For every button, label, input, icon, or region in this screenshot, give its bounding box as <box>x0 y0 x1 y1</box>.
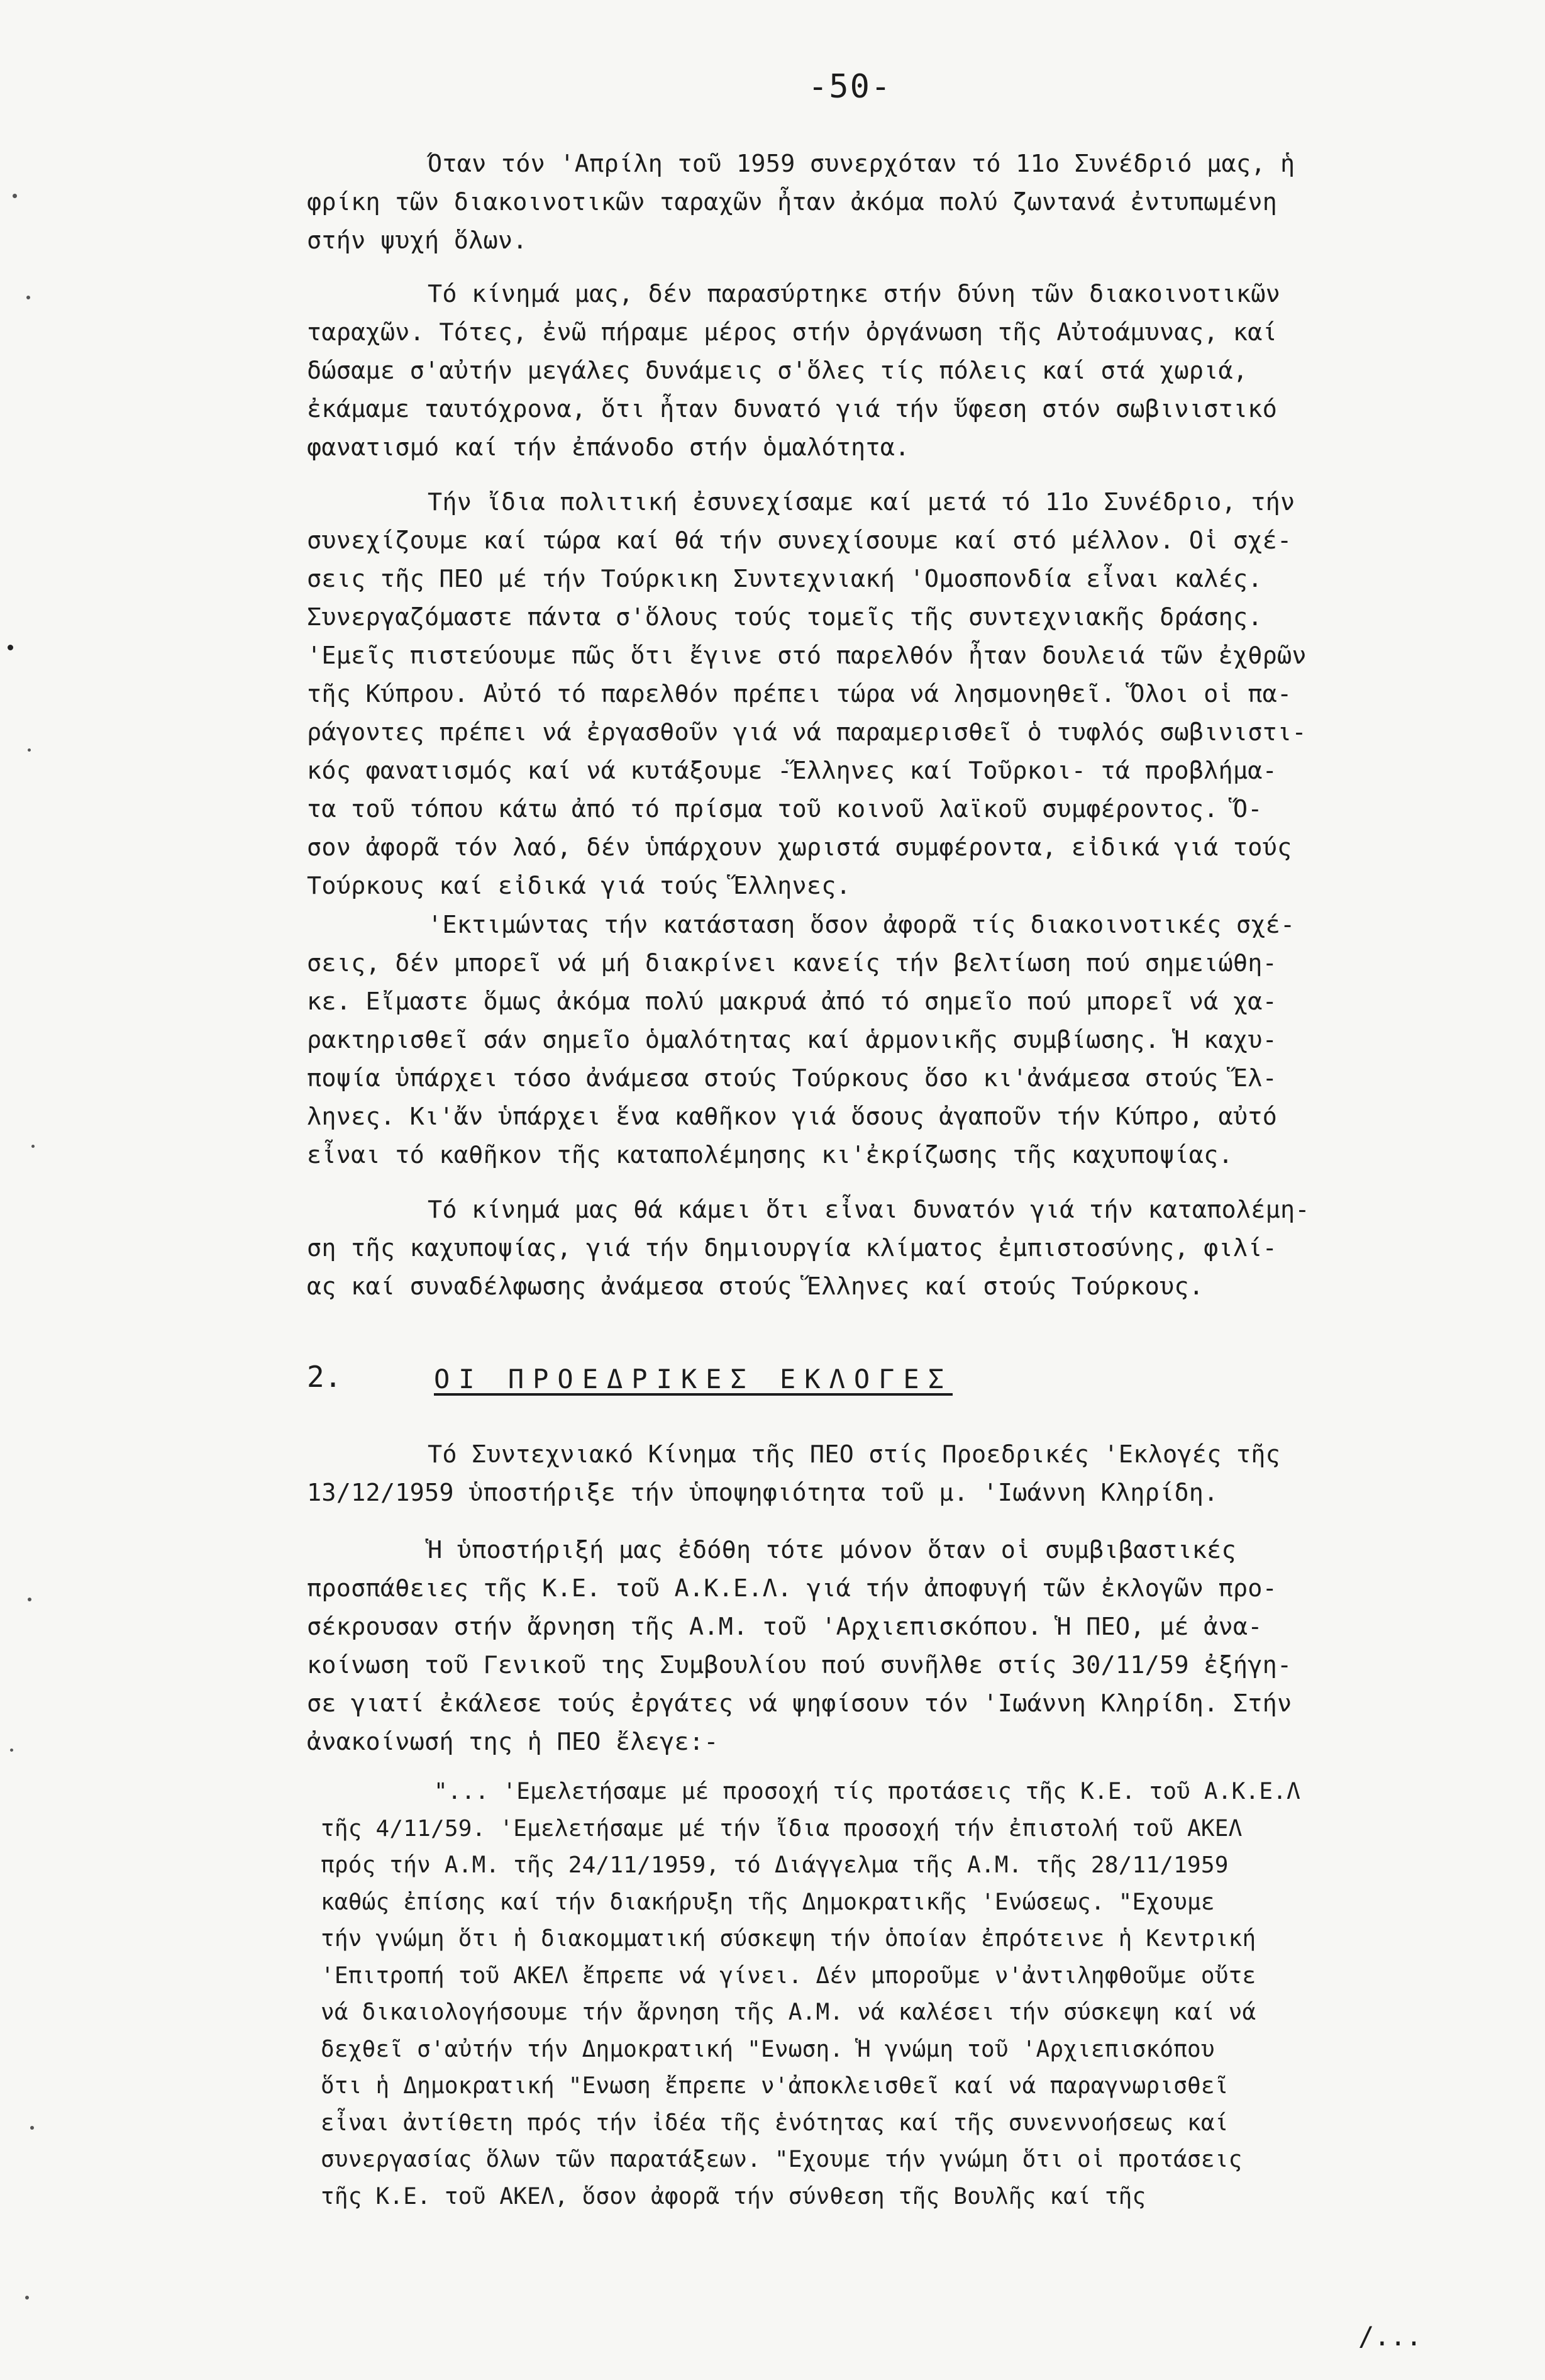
section-title: ΟΙ ΠΡΟΕΔΡΙΚΕΣ ΕΚΛΟΓΕΣ <box>434 1364 953 1394</box>
paragraph: Τό Συντεχνιακό Κίνημα τῆς ΠΕΟ στίς Προεδρικές 'Εκλογές τῆς 13/12/1959 ὑποστήριξε τήν ὑποψηφιότητα τοῦ μ. 'Ιωάννη Κληρίδη. <box>307 1440 1280 1507</box>
paragraph: Ἡ ὑποστήριξή μας ἐδόθη τότε μόνον ὅταν οἱ συμβιβαστικές προσπάθειες τῆς Κ.Ε. τοῦ Α.Κ.Ε.Λ. γιά τήν ἀποφυγή τῶν ἐκλογῶν προ- σέκρουσαν στήν ἄρνηση τῆς Α.Μ. τοῦ 'Αρχιεπισκόπου. Ἡ ΠΕΟ, μέ ἀνα- κοίνωση τοῦ Γενικοῦ της Συμβουλίου πού συνῆλθε στίς 30/11/59 ἐξήγη- σε γιατί ἐκάλεσε τούς ἐργάτες νά ψηφίσουν τόν 'Ιωάννη Κληρίδη. Στήν ἀνακοίνωσή της ἡ ΠΕΟ ἔλεγε:- <box>307 1536 1292 1756</box>
scan-speck <box>30 2126 34 2130</box>
paragraph: Όταν τόν 'Απρίλη τοῦ 1959 συνερχόταν τό 11ο Συνέδριό μας, ἡ φρίκη τῶν διακοινοτικῶν ταραχῶν ἦταν ἀκόμα πολύ ζωντανά ἐντυπωμένη στήν ψυχή ὅλων. <box>307 150 1295 255</box>
section-number: 2. <box>307 1360 342 1394</box>
page-number: -50- <box>808 68 892 106</box>
continuation-mark: /... <box>1358 2321 1422 2352</box>
scan-speck <box>13 194 17 198</box>
scan-speck <box>31 1145 35 1148</box>
scan-speck <box>25 2296 29 2299</box>
scan-speck <box>8 645 13 650</box>
scan-speck <box>26 296 30 299</box>
scan-speck <box>28 748 31 752</box>
scan-speck <box>28 1598 31 1601</box>
quote-text: "... 'Εμελετήσαμε μέ προσοχή τίς προτάσεις τῆς Κ.Ε. τοῦ Α.Κ.Ε.Λ τῆς 4/11/59. 'Εμελετήσαμε μέ τήν ἴδια προσοχή τήν ἐπιστολή τοῦ ΑΚΕΛ πρός τήν Α.Μ. τῆς 24/11/1959, τό Διάγγελμα τῆς Α.Μ. τῆς 28/11/1959 καθώς ἐπίσης καί τήν διακήρυξη τῆς Δημοκρατικῆς 'Ενώσεως. "Εχουμε τήν γνώμη ὅτι ἡ διακομματική σύσκεψη τήν ὁποίαν ἐπρότεινε ἡ Κεντρική 'Επιτροπή τοῦ ΑΚΕΛ ἔπρεπε νά γίνει. Δέν μποροῦμε ν'ἀντιληφθοῦμε οὔτε νά δικαιολογήσουμε τήν ἄρνηση τῆς Α.Μ. νά καλέσει τήν σύσκεψη καί νά δεχθεῖ σ'αὐτήν τήν Δημοκρατική "Ενωση. Ἡ γνώμη τοῦ 'Αρχιεπισκόπου ὅτι ἡ Δημοκρατική "Ενωση ἔπρεπε ν'ἀποκλεισθεῖ καί νά παραγνωρισθεῖ εἶναι ἀντίθετη πρός τήν ἰδέα τῆς ἑνότητας καί τῆς συνεννοήσεως καί συνεργασίας ὅλων τῶν παρατάξεων. "Εχουμε τήν γνώμη ὅτι οἱ προτάσεις τῆς Κ.Ε. τοῦ ΑΚΕΛ, ὅσον ἀφορᾶ τήν σύνθεση τῆς Βουλῆς καί τῆς <box>321 1779 1301 2210</box>
paragraph: 'Εκτιμώντας τήν κατάσταση ὅσον ἀφορᾶ τίς διακοινοτικές σχέ- σεις, δέν μπορεῖ νά μή διακρίνει κανείς τήν βελτίωση πού σημειώθη- κε. Εἴμαστε ὅμως ἀκόμα πολύ μακρυά ἀπό τό σημεῖο πού μπορεῖ νά χα- ρακτηρισθεῖ σάν σημεῖο ὁμαλότητας καί ἁρμονικῆς συμβίωσης. Ἡ καχυ- ποψία ὑπάρχει τόσο ἀνάμεσα στούς Τούρκους ὅσο κι'ἀνάμεσα στούς Ἕλ- ληνες. Κι'ἄν ὑπάρχει ἕνα καθῆκον γιά ὅσους ἀγαποῦν τήν Κύπρο, αὐτό εἶναι τό καθῆκον τῆς καταπολέμησης κι'ἐκρίζωσης τῆς καχυποψίας. <box>307 911 1295 1169</box>
paragraph: Τήν ἴδια πολιτική ἐσυνεχίσαμε καί μετά τό 11ο Συνέδριο, τήν συνεχίζουμε καί τώρα καί θά τήν συνεχίσουμε καί στό μέλλον. Οἱ σχέ- σεις τῆς ΠΕΟ μέ τήν Τούρκικη Συντεχνιακή 'Ομοσπονδία εἶναι καλές. Συνεργαζόμαστε πάντα σ'ὅλους τούς τομεῖς τῆς συντεχνιακῆς δράσης. 'Εμεῖς πιστεύουμε πῶς ὅτι ἔγινε στό παρελθόν ἦταν δουλειά τῶν ἐχθρῶν τῆς Κύπρου. Αὐτό τό παρελθόν πρέπει τώρα νά λησμονηθεῖ. Ὅλοι οἱ πα- ράγοντες πρέπει νά ἐργασθοῦν γιά νά παραμερισθεῖ ὁ τυφλός σωβινιστι- κός φανατισμός καί νά κυτάξουμε -Ἕλληνες καί Τοῦρκοι- τά προβλήμα- τα τοῦ τόπου κάτω ἀπό τό πρίσμα τοῦ κοινοῦ λαϊκοῦ συμφέροντος. Ὅ- σον ἀφορᾶ τόν λαό, δέν ὑπάρχουν χωριστά συμφέροντα, εἰδικά γιά τούς Τούρκους καί εἰδικά γιά τούς Ἕλληνες. <box>307 488 1307 900</box>
scan-speck <box>10 1749 13 1752</box>
paragraph: Τό κίνημά μας θά κάμει ὅτι εἶναι δυνατόν γιά τήν καταπολέμη- ση τῆς καχυποψίας, γιά τήν δημιουργία κλίματος ἐμπιστοσύνης, φιλί- ας καί συναδέλφωσης ἀνάμεσα στούς Ἕλληνες καί στούς Τούρκους. <box>307 1196 1310 1301</box>
paragraph: Τό κίνημά μας, δέν παρασύρτηκε στήν δύνη τῶν διακοινοτικῶν ταραχῶν. Τότες, ἐνῶ πήραμε μέρος στήν ὀργάνωση τῆς Αὐτοάμυνας, καί δώσαμε σ'αὐτήν μεγάλες δυνάμεις σ'ὅλες τίς πόλεις καί στά χωριά, ἐκάμαμε ταυτόχρονα, ὅτι ἦταν δυνατό γιά τήν ὕφεση στόν σωβινιστικό φανατισμό καί τήν ἐπάνοδο στήν ὁμαλότητα. <box>307 280 1280 462</box>
